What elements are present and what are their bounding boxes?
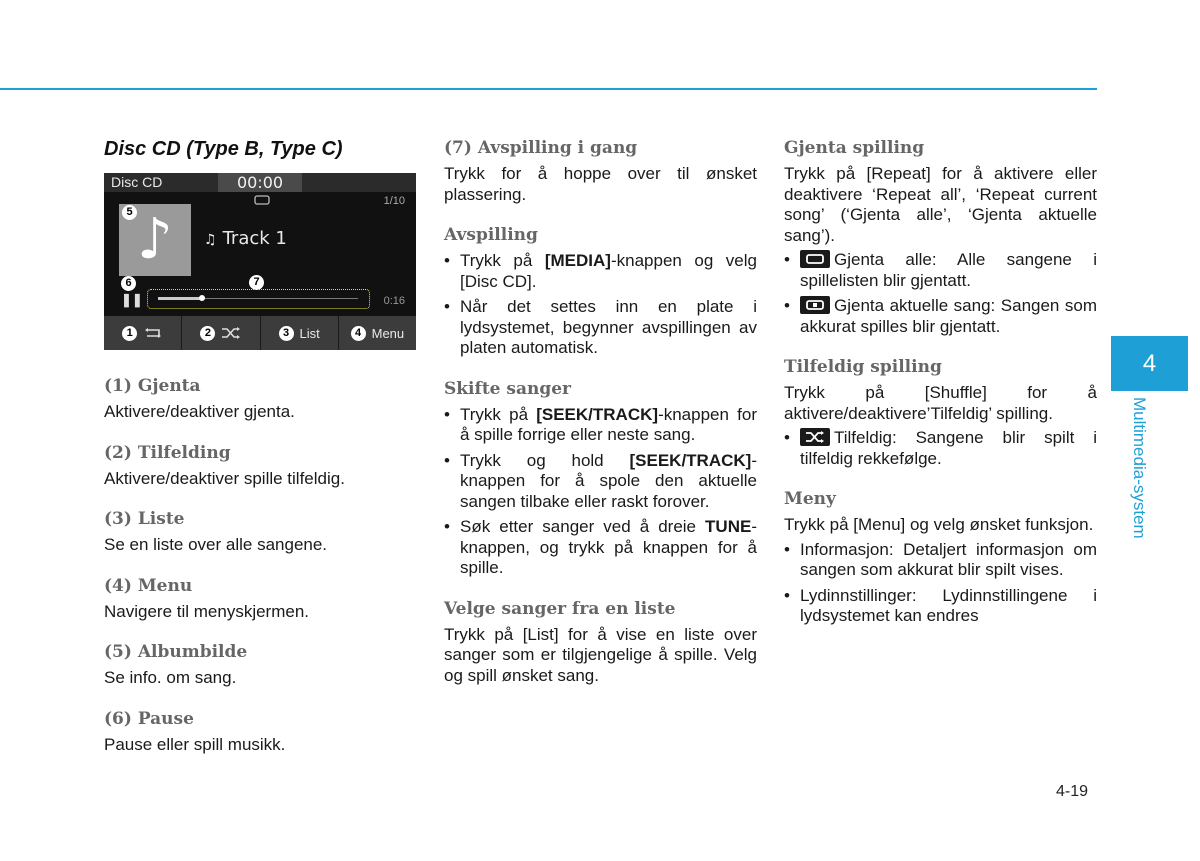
menu-button-label: Menu	[371, 325, 405, 341]
pause-icon[interactable]: ❚❚	[121, 292, 143, 307]
repeat-button[interactable]	[104, 316, 182, 350]
list-section	[444, 599, 757, 687]
header-rule	[0, 88, 1097, 90]
item-title: (6) Pause	[104, 708, 194, 729]
section-heading: Skifte sanger	[444, 378, 572, 399]
button-number: 1	[122, 326, 137, 341]
repeat-icon	[143, 327, 163, 339]
bullet: • Trykk på [SEEK/TRACK]-knappen for å spille forrige eller neste sang.	[444, 405, 757, 446]
item-text: Navigere til menyskjermen.	[104, 601, 310, 621]
button-number: 3	[279, 326, 294, 341]
item-shuffle	[104, 443, 416, 490]
repeat-status-icon	[254, 195, 270, 205]
bullet: • Tilfeldig: Sangene blir spilt i tilfeldig rekkefølge.	[784, 428, 1097, 469]
chapter-tab: 4	[1111, 336, 1188, 391]
screen-button-bar	[104, 316, 416, 350]
bullet: • Gjenta alle: Alle sangene i spillelisten blir gjentatt.	[784, 250, 1097, 291]
item-title: (5) Albumbilde	[104, 642, 248, 662]
bullet: • Når det settes inn en plate i lydsystemet, begynner avspillingen av platen automatisk.	[444, 297, 757, 359]
item-text: Pause eller spill musikk.	[104, 734, 286, 754]
column-2	[444, 138, 757, 706]
music-note-small-icon: ♫	[204, 232, 217, 248]
callout-6: 6	[121, 276, 136, 291]
screen-status-bar	[104, 173, 416, 192]
item-text: Aktivere/deaktiver gjenta.	[104, 402, 295, 421]
item-menu	[104, 576, 416, 623]
section-heading: Avspilling	[444, 225, 538, 245]
column-3	[784, 138, 1097, 647]
shuffle-section	[784, 357, 1097, 469]
item-list	[104, 509, 416, 556]
repeat-one-icon	[800, 296, 830, 314]
callout-5: 5	[122, 205, 137, 220]
bullet: • Trykk og hold [SEEK/TRACK]-knappen for å spole den aktuelle sangen tilbake eller raskt forover.	[444, 451, 757, 513]
shuffle-button[interactable]	[182, 316, 260, 350]
track-title-text: Track 1	[222, 228, 287, 249]
bullet: • Trykk på [MEDIA]-knappen og velg [Disc CD].	[444, 251, 757, 292]
button-number: 2	[200, 326, 215, 341]
skip-section	[444, 379, 757, 579]
item-text: Se info. om sang.	[104, 668, 237, 687]
track-counter: 1/10	[383, 195, 405, 207]
item-repeat	[104, 376, 416, 423]
section-heading: Velge sanger fra en liste	[444, 598, 676, 619]
bullet: • Informasjon: Detaljert informasjon om sangen som akkurat blir spilt vises.	[784, 540, 1097, 581]
item-title: (1) Gjenta	[104, 376, 201, 396]
progress-bar[interactable]	[147, 289, 370, 309]
track-title	[204, 228, 287, 249]
item-title: (4) Menu	[104, 575, 193, 596]
elapsed-time: 0:16	[383, 295, 405, 307]
section-text: Trykk på [Menu] og velg ønsket funksjon.	[784, 515, 1094, 534]
playing-section	[444, 138, 757, 205]
music-note-icon: ♪	[137, 207, 173, 272]
column-1	[104, 138, 416, 775]
section-text: Trykk på [Shuffle] for å aktivere/deaktivere’Tilfeldig’ spilling.	[784, 383, 1097, 423]
callout-7: 7	[249, 275, 264, 290]
bullet: • Søk etter sanger ved å dreie TUNE-knappen, og trykk på knappen for å spille.	[444, 517, 757, 579]
section-heading: Gjenta spilling	[784, 138, 925, 158]
shuffle-icon	[800, 428, 830, 446]
repeat-all-icon	[800, 250, 830, 268]
item-album-art	[104, 642, 416, 689]
screen-clock: 00:00	[218, 173, 302, 192]
item-pause	[104, 709, 416, 756]
page-number: 4-19	[1056, 783, 1089, 800]
item-text: Se en liste over alle sangene.	[104, 535, 328, 554]
section-text: Trykk på [List] for å vise en liste over sanger som er tilgjengelige å spille. Velg og spill ønsket sang.	[444, 624, 757, 685]
section-text: Trykk for å hoppe over til ønsket plassering.	[444, 164, 757, 204]
list-button[interactable]	[261, 316, 339, 350]
menu-button[interactable]	[339, 316, 416, 350]
screen-mode-label: Disc CD	[111, 174, 163, 190]
item-text: Aktivere/deaktiver spille tilfeldig.	[104, 468, 345, 488]
shuffle-icon	[221, 327, 241, 339]
bullet: • Lydinnstillinger: Lydinnstillingene i lydsystemet kan endres	[784, 586, 1097, 627]
section-heading: (7) Avspilling i gang	[444, 138, 638, 158]
chapter-label: Multimedia-system	[1130, 397, 1149, 539]
item-title: (2) Tilfelding	[104, 442, 231, 463]
button-number: 4	[351, 326, 366, 341]
menu-section	[784, 489, 1097, 627]
section-text: Trykk på [Repeat] for å aktivere eller deaktivere ‘Repeat all’, ‘Repeat current song’ (‘Gjenta alle’, ‘Gjenta aktuelle sang’).	[784, 164, 1097, 245]
list-button-label: List	[299, 325, 320, 341]
section-heading: Meny	[784, 489, 836, 509]
section-heading: Tilfeldig spilling	[784, 357, 942, 377]
section-title: Disc CD (Type B, Type C)	[104, 138, 343, 160]
repeat-section	[784, 138, 1097, 337]
play-section	[444, 225, 757, 359]
item-title: (3) Liste	[104, 509, 185, 529]
disc-cd-screen	[104, 173, 416, 350]
bullet: • Gjenta aktuelle sang: Sangen som akkurat spilles blir gjentatt.	[784, 296, 1097, 337]
